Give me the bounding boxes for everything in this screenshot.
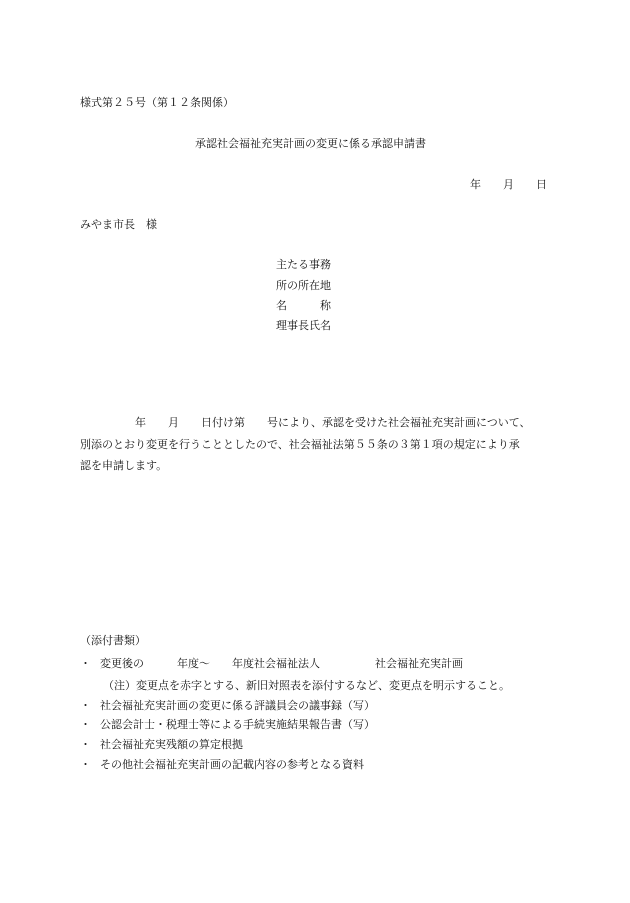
bullet: ・: [80, 657, 91, 670]
attachment-item-text: 公認会計士・税理士等による手続実施結果報告書（写）: [100, 718, 375, 731]
bullet: ・: [80, 699, 91, 712]
body-line-3: 認を申請します。: [80, 459, 168, 472]
attachment-item-text: 社会福祉充実計画の変更に係る評議員会の議事録（写）: [100, 699, 375, 712]
attachment-item-text: 社会福祉充実残額の算定根拠: [100, 738, 243, 751]
attachment-item-text: 変更後の 年度～ 年度社会福祉法人 社会福祉充実計画: [100, 657, 463, 670]
applicant-office-label-2: 所の所在地: [276, 279, 331, 292]
body-line-1: 年 月 日付け第 号により、承認を受けた社会福祉充実計画について、: [80, 416, 531, 429]
attachment-item: [80, 759, 364, 770]
body-line-2: 別添のとおり変更を行うこととしたので、社会福祉法第５５条の３第１項の規定により承: [80, 438, 520, 451]
applicant-chair-label: 理事長氏名: [276, 319, 331, 332]
applicant-name-label: 名 称: [276, 299, 331, 312]
attachment-item-text: その他社会福祉充実計画の記載内容の参考となる資料: [100, 758, 364, 771]
document-title: 承認社会福祉充実計画の変更に係る承認申請書: [195, 137, 426, 150]
applicant-office-label-1: 主たる事務: [276, 258, 331, 271]
date-line: 年 月 日: [470, 178, 547, 191]
addressee: みやま市長 様: [80, 218, 157, 231]
attachment-note: （注）変更点を赤字とする、新旧対照表を添付するなど、変更点を明示すること。: [103, 679, 510, 692]
attachment-item: [80, 700, 375, 711]
attachments-heading: （添付書類）: [80, 634, 146, 647]
bullet: ・: [80, 758, 91, 771]
attachment-item: [80, 739, 243, 750]
attachment-item: [80, 719, 375, 730]
bullet: ・: [80, 738, 91, 751]
attachment-item: [80, 658, 463, 669]
bullet: ・: [80, 718, 91, 731]
form-number: 様式第２５号（第１２条関係）: [80, 96, 234, 109]
